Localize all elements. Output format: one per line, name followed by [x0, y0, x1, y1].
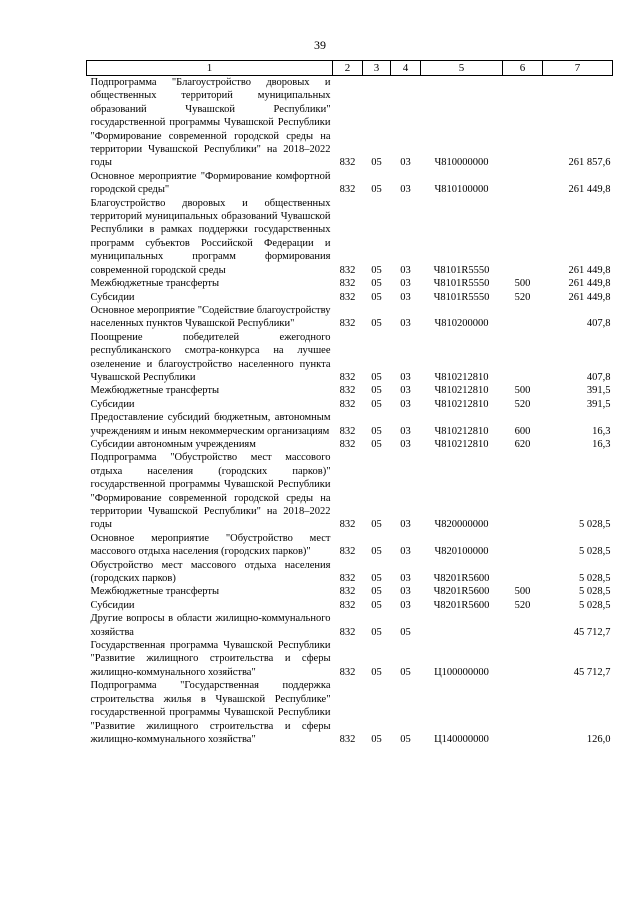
row-section: 05 — [371, 573, 382, 585]
row-name: Подпрограмма "Благоустройство дворовых и общественных территорий муниципальных образований Чувашской Республики" государственной программы Чувашской Республики "Формирование современной городской среды на территории Чувашской Республики" на 2018–2022 годы — [90, 77, 331, 169]
row-expense-type — [503, 304, 543, 331]
row-amount: 407,8 — [586, 371, 611, 383]
row-amount: 261 449,8 — [568, 184, 611, 196]
row-ministry: 832 — [339, 157, 356, 169]
table-row — [87, 197, 613, 277]
row-ministry: 832 — [339, 519, 356, 531]
row-subsection: 05 — [400, 626, 411, 638]
row-name: Основное мероприятие "Формирование комфортной городской среды" — [90, 170, 331, 196]
row-subsection: 03 — [400, 425, 411, 437]
row-expense-type — [503, 532, 543, 559]
row-name: Субсидии автономным учреждениям — [90, 438, 256, 450]
row-ministry: 832 — [339, 385, 356, 397]
row-target-code: Ч810212810 — [434, 398, 489, 410]
row-amount: 407,8 — [586, 318, 611, 330]
row-subsection: 03 — [400, 278, 411, 290]
header-row — [87, 61, 613, 76]
row-section: 05 — [371, 626, 382, 638]
row-name: Межбюджетные трансферты — [90, 278, 220, 290]
row-section: 05 — [371, 425, 382, 437]
row-section: 05 — [371, 371, 382, 383]
row-name: Межбюджетные трансферты — [90, 586, 220, 598]
row-expense-type: 520 — [514, 291, 531, 303]
table-row — [87, 411, 613, 438]
row-expense-type: 520 — [514, 398, 531, 410]
row-name: Подпрограмма "Государственная поддержка строительства жилья в Чувашской Республике" государственной программы Чувашской Республики "Развитие жилищного строительства и сферы жилищно-коммунального хозяйства" — [90, 680, 331, 745]
row-name: Субсидии — [90, 599, 135, 611]
row-subsection: 05 — [400, 666, 411, 678]
table-row — [87, 585, 613, 598]
row-target-code: Ч810000000 — [434, 157, 489, 169]
table-row — [87, 559, 613, 586]
row-section: 05 — [371, 546, 382, 558]
row-amount: 261 449,8 — [568, 264, 611, 276]
row-amount: 126,0 — [586, 733, 611, 745]
row-expense-type — [503, 451, 543, 531]
header-col-3: 3 — [363, 61, 391, 76]
row-name: Подпрограмма "Обустройство мест массового отдыха населения (городских парков)" государственной программы Чувашской Республики "Формирование современной городской среды на территории Чувашской Республики" на 2018–2022 годы — [90, 452, 331, 531]
row-amount: 5 028,5 — [579, 546, 611, 558]
row-ministry: 832 — [339, 733, 356, 745]
row-target-code: Ц140000000 — [434, 733, 489, 745]
row-section: 05 — [371, 385, 382, 397]
row-name: Основное мероприятие "Обустройство мест массового отдыха населения (городских парков)" — [90, 532, 331, 558]
row-target-code: Ч8201R5600 — [433, 573, 490, 585]
row-section: 05 — [371, 519, 382, 531]
row-expense-type: 520 — [514, 599, 531, 611]
row-amount: 261 449,8 — [568, 278, 611, 290]
row-expense-type — [503, 559, 543, 586]
row-ministry: 832 — [339, 586, 356, 598]
row-expense-type: 600 — [514, 425, 531, 437]
row-amount: 16,3 — [592, 438, 611, 450]
row-ministry: 832 — [339, 291, 356, 303]
row-subsection: 05 — [400, 733, 411, 745]
row-ministry: 832 — [339, 184, 356, 196]
row-target-code: Ч8201R5600 — [433, 599, 490, 611]
row-name: Другие вопросы в области жилищно-коммунального хозяйства — [90, 613, 331, 638]
row-ministry: 832 — [339, 573, 356, 585]
row-name: Субсидии — [90, 398, 135, 410]
row-section: 05 — [371, 586, 382, 598]
row-amount: 261 449,8 — [568, 291, 611, 303]
row-name: Предоставление субсидий бюджетным, автономным учреждениям и иным некоммерческим организациям — [90, 412, 331, 437]
row-target-code: Ч810212810 — [434, 385, 489, 397]
row-expense-type: 500 — [514, 385, 531, 397]
row-expense-type — [503, 76, 543, 170]
row-target-code: Ч820000000 — [434, 519, 489, 531]
row-expense-type — [503, 170, 543, 197]
row-target-code: Ч810212810 — [434, 371, 489, 383]
row-expense-type: 500 — [514, 586, 531, 598]
table-row — [87, 384, 613, 397]
row-ministry: 832 — [339, 425, 356, 437]
row-section: 05 — [371, 291, 382, 303]
row-target-code: Ч810200000 — [434, 318, 489, 330]
table-row — [87, 451, 613, 531]
table-row — [87, 304, 613, 331]
row-section: 05 — [371, 318, 382, 330]
row-target-code: Ч8101R5550 — [433, 278, 490, 290]
row-section: 05 — [371, 398, 382, 410]
row-target-code — [421, 612, 503, 639]
budget-table — [86, 60, 613, 746]
row-expense-type: 500 — [514, 278, 531, 290]
row-amount: 261 857,6 — [568, 157, 611, 169]
row-expense-type — [503, 639, 543, 679]
row-target-code: Ц100000000 — [434, 666, 489, 678]
table-row — [87, 438, 613, 451]
row-expense-type — [503, 331, 543, 385]
row-section: 05 — [371, 157, 382, 169]
row-amount: 5 028,5 — [579, 519, 611, 531]
row-name: Государственная программа Чувашской Республики "Развитие жилищного строительства и сферы жилищно-коммунального хозяйства" — [90, 640, 331, 678]
table-row — [87, 599, 613, 612]
row-ministry: 832 — [339, 626, 356, 638]
row-section: 05 — [371, 599, 382, 611]
row-subsection: 03 — [400, 599, 411, 611]
row-ministry: 832 — [339, 398, 356, 410]
row-subsection: 03 — [400, 291, 411, 303]
header-col-5: 5 — [421, 61, 503, 76]
header-col-1: 1 — [87, 61, 333, 76]
row-target-code: Ч820100000 — [434, 546, 489, 558]
row-amount: 45 712,7 — [573, 666, 611, 678]
header-col-6: 6 — [503, 61, 543, 76]
row-amount: 391,5 — [586, 385, 611, 397]
row-section: 05 — [371, 264, 382, 276]
row-target-code: Ч8201R5600 — [433, 586, 490, 598]
row-subsection: 03 — [400, 438, 411, 450]
table-row — [87, 277, 613, 290]
table-row — [87, 639, 613, 679]
row-subsection: 03 — [400, 264, 411, 276]
header-col-4: 4 — [391, 61, 421, 76]
row-ministry: 832 — [339, 264, 356, 276]
row-target-code: Ч810100000 — [434, 184, 489, 196]
page-number: 39 — [314, 38, 326, 52]
row-ministry: 832 — [339, 278, 356, 290]
row-name: Основное мероприятие "Содействие благоустройству населенных пунктов Чувашской Республики" — [90, 304, 331, 330]
row-section: 05 — [371, 438, 382, 450]
row-expense-type — [503, 197, 543, 277]
row-target-code: Ч810212810 — [434, 438, 489, 450]
row-name: Благоустройство дворовых и общественных территорий муниципальных образований Чувашской Республики в рамках поддержки государственных программ субъектов Российской Федерации и муниципальных программ формирования современной городской среды — [90, 197, 331, 276]
table-row — [87, 170, 613, 197]
row-section: 05 — [371, 184, 382, 196]
row-name: Обустройство мест массового отдыха населения (городских парков) — [90, 559, 331, 585]
row-target-code: Ч8101R5550 — [433, 264, 490, 276]
header-col-7: 7 — [543, 61, 613, 76]
row-ministry: 832 — [339, 666, 356, 678]
table-body — [87, 76, 613, 747]
row-amount: 391,5 — [586, 398, 611, 410]
row-subsection: 03 — [400, 157, 411, 169]
table-row — [87, 331, 613, 385]
table-row — [87, 76, 613, 170]
table-row — [87, 291, 613, 304]
row-subsection: 03 — [400, 184, 411, 196]
table-row — [87, 679, 613, 746]
row-section: 05 — [371, 666, 382, 678]
row-amount: 5 028,5 — [579, 599, 611, 611]
row-amount: 45 712,7 — [573, 626, 611, 638]
row-target-code: Ч810212810 — [434, 425, 489, 437]
row-subsection: 03 — [400, 573, 411, 585]
row-amount: 5 028,5 — [579, 573, 611, 585]
row-expense-type — [503, 679, 543, 746]
row-ministry: 832 — [339, 318, 356, 330]
row-subsection: 03 — [400, 519, 411, 531]
row-expense-type — [503, 612, 543, 639]
row-subsection: 03 — [400, 385, 411, 397]
row-name: Межбюджетные трансферты — [90, 385, 220, 397]
table-row — [87, 398, 613, 411]
row-expense-type: 620 — [514, 438, 531, 450]
row-section: 05 — [371, 733, 382, 745]
row-ministry: 832 — [339, 546, 356, 558]
table-header — [87, 61, 613, 76]
row-subsection: 03 — [400, 586, 411, 598]
row-target-code: Ч8101R5550 — [433, 291, 490, 303]
row-amount: 16,3 — [592, 425, 611, 437]
table-row — [87, 532, 613, 559]
row-name: Поощрение победителей ежегодного республиканского смотра-конкурса на лучшее озеленение и благоустройство населенного пункта Чувашской Республики — [90, 331, 331, 383]
header-col-2: 2 — [333, 61, 363, 76]
row-ministry: 832 — [339, 438, 356, 450]
row-name: Субсидии — [90, 291, 135, 303]
row-subsection: 03 — [400, 398, 411, 410]
row-subsection: 03 — [400, 318, 411, 330]
row-amount: 5 028,5 — [579, 586, 611, 598]
row-section: 05 — [371, 278, 382, 290]
row-ministry: 832 — [339, 371, 356, 383]
row-ministry: 832 — [339, 599, 356, 611]
row-subsection: 03 — [400, 546, 411, 558]
table-row — [87, 612, 613, 639]
row-subsection: 03 — [400, 371, 411, 383]
